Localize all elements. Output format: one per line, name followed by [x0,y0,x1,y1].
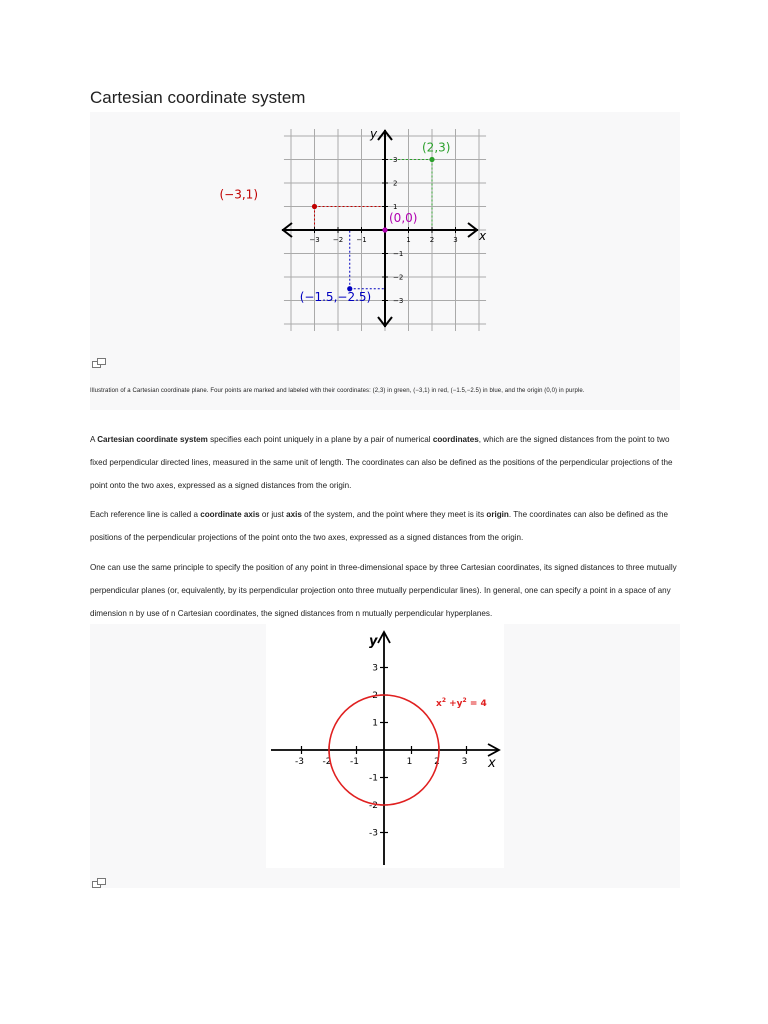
y-tick-label: 2 [393,179,398,188]
x-tick-label: 2 [434,757,440,767]
x-tick-label: -3 [295,757,304,767]
x-tick-label: 3 [453,236,458,244]
point-marker [382,227,387,232]
x-tick-label: −1 [356,236,367,244]
figure-1-container [90,112,680,410]
y-tick-label: 1 [372,718,378,729]
y-axis-label: y [369,634,378,649]
y-tick-label: −1 [393,250,404,258]
circle-graph-figure [266,624,504,868]
page-title: Cartesian coordinate system [90,88,680,113]
term-cartesian-coordinate-system: Cartesian coordinate system [97,435,208,444]
point-label: (0,0) [389,211,418,225]
enlarge-icon[interactable] [92,878,106,888]
figure-1-caption: Illustration of a Cartesian coordinate plane. Four points are marked and labeled with their coordinates: (2,3) in green, (−3,1) in red, (−1.5,−2.5) in blue, and the origin (0,0) in purple. [90,388,585,394]
x-tick-label: -2 [322,757,332,767]
point-label: (−1.5,−2.5) [299,289,372,304]
paragraph-axis: Each reference line is called a coordinate axis or just axis of the system, and the point where they meet is its origin. The coordinates can also be defined as the positions of the perpendicular projections of the point onto the two axes, expressed as a signed distances from the origin. [90,510,669,542]
x-tick-label: -1 [350,757,359,767]
y-tick-label: 3 [393,156,398,164]
paragraph-definition: A Cartesian coordinate system specifies each point uniquely in a plane by a pair of numerical coordinates, which are the signed distances from the point to two fixed perpendicular directed lines, measured in the same unit of length. The coordinates can also be defined as the positions of the perpendicular projections of the point onto the two axes, expressed as a signed distances from the origin. [90,435,673,490]
y-tick-label: -3 [369,828,378,839]
point-label: (−3,1) [219,187,259,202]
x-tick-label: 1 [406,757,413,767]
x-tick-label: −3 [309,236,320,244]
x-axis-label: x [479,229,487,243]
figure-2-container [90,624,680,888]
x-tick-label: 1 [406,236,411,244]
y-tick-label: −2 [393,273,404,282]
point-label: (2,3) [422,140,451,155]
y-tick-label: 1 [393,203,398,211]
y-tick-label: −3 [393,297,404,305]
x-tick-label: 2 [429,236,435,244]
points [220,141,451,304]
paragraph-dimensions: One can use the same principle to specify the position of any point in three-dimensional space by three Cartesian coordinates, its signed distances to three mutually perpendicular planes (or, equivalently, by its perpendicular projection onto three mutually perpendicular lines). In general, one can specify a point in a space of any dimension n by use of n Cartesian coordinates, the signed distances from n mutually perpendicular hyperplanes. [90,563,677,618]
point-marker [429,157,434,162]
term-origin: origin [486,510,509,519]
y-tick-label: 3 [372,663,378,674]
circle-equation: $x^2 +y^2 = 4$ [436,697,487,709]
enlarge-icon[interactable] [92,358,106,368]
term-axis: axis [286,510,302,519]
tick-marks [295,664,467,839]
y-tick-label: -2 [369,801,378,811]
point-marker [312,204,317,209]
y-axis-label: y [370,127,378,141]
term-coordinate-axis: coordinate axis [200,510,260,519]
term-coordinates: coordinates [432,435,479,444]
x-tick-label: −2 [332,236,344,244]
coordinate-plane-figure [219,122,500,342]
y-tick-label: -1 [369,773,378,784]
x-axis-label: x [488,756,496,771]
y-tick-label: 2 [372,691,378,701]
x-tick-label: 3 [461,757,468,767]
